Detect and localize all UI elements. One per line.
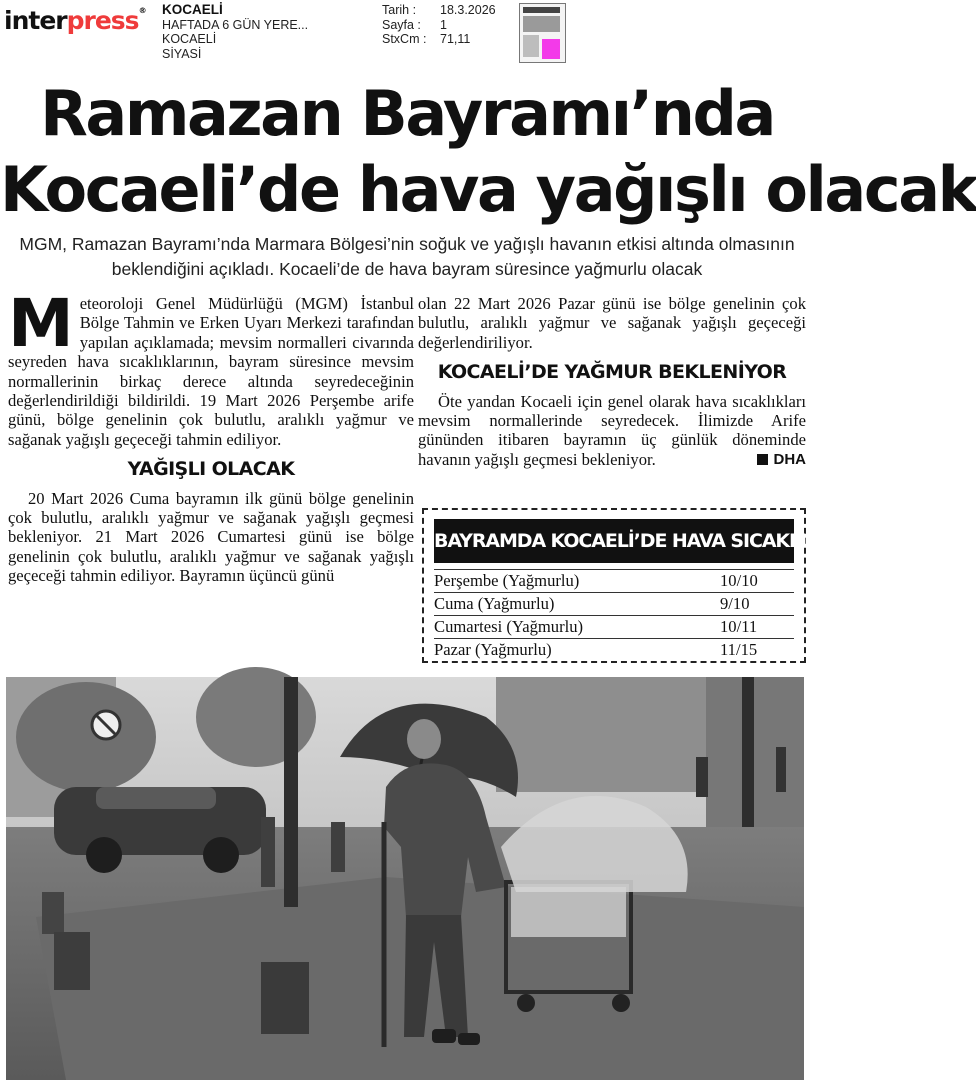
table-cell-temp: 10/10	[720, 571, 758, 590]
thumbnail-highlight	[542, 39, 560, 59]
interpress-logo	[4, 6, 146, 35]
article-headline	[0, 76, 976, 228]
drop-cap: M	[8, 285, 74, 362]
table-cell-temp: 10/11	[720, 617, 758, 636]
clipping-meta	[162, 3, 308, 61]
street-pole	[742, 677, 754, 827]
table-row	[434, 592, 794, 615]
logo-text-press: press	[66, 6, 139, 35]
car-wheel-front	[86, 837, 122, 873]
temperature-table-title: BAYRAMDA KOCAELİ’DE HAVA SICAKLIĞI	[434, 519, 794, 563]
headline-line-1: Ramazan Bayramı’nda	[40, 77, 774, 150]
table-cell-temp: 11/15	[720, 640, 758, 659]
bollard	[42, 892, 64, 934]
clipping-stats	[382, 3, 496, 47]
building-right	[496, 677, 716, 792]
article-photo	[6, 677, 804, 1080]
man-shoe	[432, 1029, 456, 1043]
logo-text-inter: inter	[4, 6, 67, 35]
rainy-street-photo	[6, 677, 804, 1080]
bollard	[331, 822, 345, 872]
right-column	[418, 294, 806, 469]
cart-umbrellas	[511, 887, 626, 937]
bollard	[54, 932, 90, 990]
table-cell-temp: 9/10	[720, 594, 750, 613]
agency-name: DHA	[773, 450, 806, 468]
bollard	[261, 962, 309, 1034]
temperature-table	[422, 508, 827, 663]
stat-stxcm: StxCm : 71,11	[382, 32, 471, 46]
thumbnail-masthead	[523, 7, 560, 13]
stat-page: Sayfa : 1	[382, 17, 447, 32]
headline-line-2: Kocaeli’de hava yağışlı olacak	[0, 153, 976, 226]
paragraph-2: 20 Mart 2026 Cuma bayramın ilk günü bölge genelinin çok bulutlu, aralıklı yağmur ve sağanak yağışlı geçmesi bekleniyor. 21 Mart 2026 Cumartesi günü ise bölge genelinin çok bulutlu, aralıklı yağmur ve sağanak yağışlı geçeceği tahmin ediliyor. Bayramın üçüncü günü	[8, 488, 414, 586]
publication-name: KOCAELİ	[162, 2, 223, 17]
publication-frequency: HAFTADA 6 GÜN YERE...	[162, 17, 309, 32]
table-cell-day: Pazar (Yağmurlu)	[434, 640, 552, 659]
thumbnail-column	[523, 35, 539, 57]
table-row	[434, 638, 794, 661]
cart-wheel	[517, 994, 535, 1012]
square-bullet-icon	[757, 454, 768, 465]
subtitle-yagisli: YAĞIŞLI OLACAK	[127, 458, 295, 481]
pedestrian	[696, 757, 708, 797]
article-subheadline: MGM, Ramazan Bayramı’nda Marmara Bölgesi’nin soğuk ve yağışlı havanın etkisi altında olmasının beklendiğini açıkladı. Kocaeli’de de hava bayram süresince yağmurlu olacak	[19, 234, 795, 279]
page-thumbnail[interactable]	[519, 3, 566, 63]
car-window	[96, 787, 216, 809]
table-row	[434, 615, 794, 638]
man-head	[407, 719, 441, 759]
tree-left	[16, 682, 156, 792]
table-row	[434, 569, 794, 592]
thumbnail-photo	[523, 16, 560, 32]
registered-mark-icon: ®	[138, 6, 146, 15]
publication-category: SİYASİ	[162, 46, 202, 61]
building-far-right	[706, 677, 804, 847]
table-cell-day: Cumartesi (Yağmurlu)	[434, 617, 584, 636]
paragraph-1	[8, 285, 414, 449]
subtitle-kocaeli: KOCAELİ’DE YAĞMUR BEKLENİYOR	[437, 361, 787, 384]
stat-date: Tarih : 18.3.2026	[382, 3, 496, 17]
paragraph-1-text: eteoroloji Genel Müdürlüğü (MGM) İstanbul Bölge Tahmin ve Erken Uyarı Merkezi tarafından yapılan açıklamada; mevsim normalleri civarında seyreden hava sıcaklıklarının, bayram süresince mevsim normallerinin birkaç derece altında seyredeceğinin değerlendirildiği bildirildi. 19 Mart 2026 Perşembe arife günü, bölge genelinin çok bulutlu, aralıklı yağmur ve sağanak yağışlı geçeceği tahmin ediliyor.	[8, 294, 414, 449]
cart-wheel	[612, 994, 630, 1012]
pedestrian	[776, 747, 786, 792]
table-cell-day: Cuma (Yağmurlu)	[434, 594, 555, 613]
bollard	[261, 817, 275, 887]
publication-city: KOCAELİ	[162, 32, 217, 46]
paragraph-4-text: Öte yandan Kocaeli için genel olarak hava sıcaklıkları mevsim normallerinde seyredecek. İlimizde Arife gününden itibaren bayramın üç günlük döneminde havanın yağışlı geçmesi bekleniyor.	[418, 391, 806, 469]
street-pole	[284, 677, 298, 907]
paragraph-4	[418, 392, 806, 470]
man-shoe	[458, 1033, 480, 1045]
car-wheel-rear	[203, 837, 239, 873]
paragraph-3: olan 22 Mart 2026 Pazar günü ise bölge genelinin çok bulutlu, aralıklı yağmur ve sağanak yağışlı geçeceği değerlendiriliyor.	[418, 294, 806, 352]
left-column	[8, 285, 414, 586]
agency-credit	[737, 450, 807, 469]
table-cell-day: Perşembe (Yağmurlu)	[434, 571, 580, 590]
